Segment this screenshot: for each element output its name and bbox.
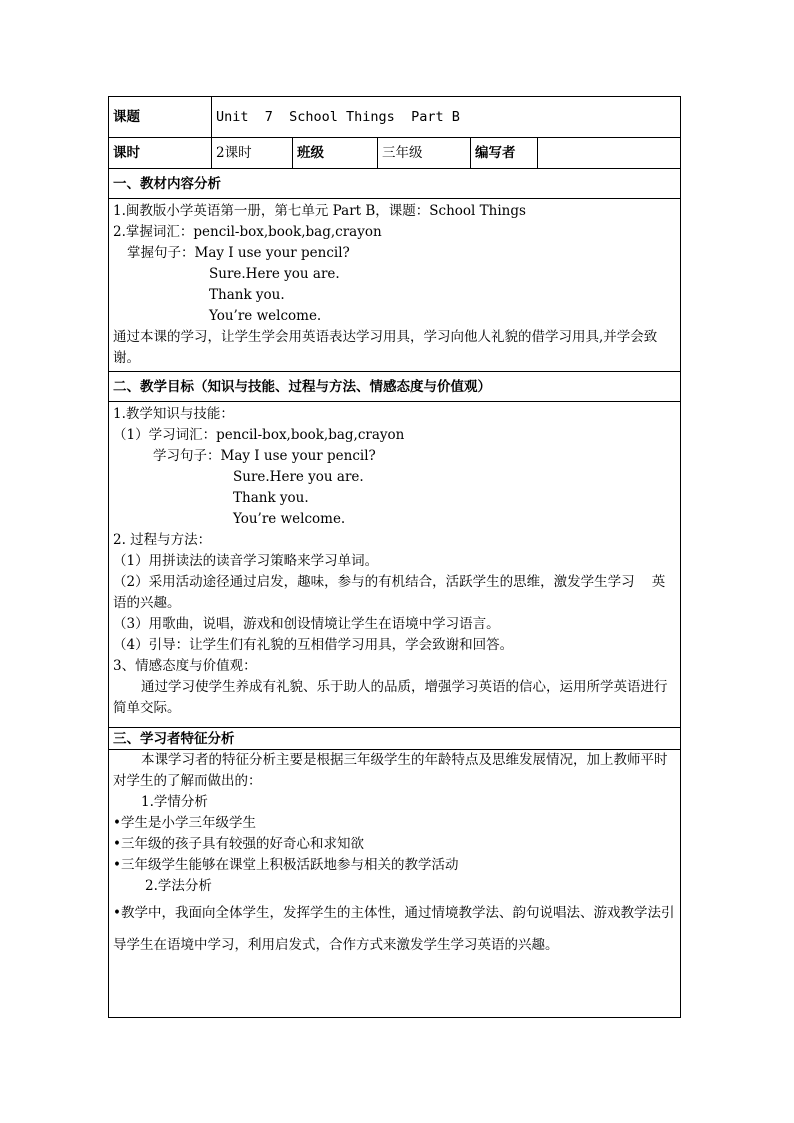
author-value [538, 138, 681, 169]
process-item-4: （4）引导：让学生们有礼貌的互相借学习用具，学会致谢和回答。 [113, 637, 514, 653]
topic-value: Unit 7 School Things Part B [212, 97, 681, 138]
section1-line-3: 掌握句子：May I use your pencil? [127, 245, 350, 261]
section2-body [109, 402, 681, 728]
lesson-plan-sheet [108, 96, 680, 1018]
section3-title: 三、学习者特征分析 [109, 728, 681, 750]
author-label: 编写者 [471, 138, 538, 169]
section3-body [109, 750, 681, 1018]
section1-body [109, 199, 681, 372]
class-value: 三年级 [378, 138, 471, 169]
learner-bullet-2: •三年级的孩子具有较强的好奇心和求知欲 [113, 836, 364, 852]
section2-title-row [109, 372, 681, 402]
section1-title: 一、教材内容分析 [109, 169, 681, 199]
knowledge-sentence-3: Thank you. [233, 490, 309, 506]
learner-method: •教学中，我面向全体学生，发挥学生的主体性，通过情境教学法、韵句说唱法、游戏教学法引导学生在语境中学习，利用启发式，合作方式来激发学生学习英语的兴趣。 [113, 905, 675, 953]
learner-bullet-3: •三年级学生能够在课堂上积极活跃地参与相关的教学活动 [113, 857, 459, 873]
knowledge-sentence-1: 学习句子：May I use your pencil? [153, 448, 376, 464]
section2-body-row [109, 402, 681, 728]
period-value: 2课时 [212, 138, 293, 169]
section1-line-5: Thank you. [209, 287, 285, 303]
learner-sub2: 2.学法分析 [145, 878, 212, 894]
section1-summary: 通过本课的学习，让学生学会用英语表达学习用具，学习向他人礼貌的借学习用具,并学会致谢。 [113, 329, 658, 366]
knowledge-vocab: （1）学习词汇：pencil-box,book,bag,crayon [113, 427, 405, 443]
section3-body-row [109, 750, 681, 1018]
class-label: 班级 [293, 138, 378, 169]
period-row [109, 138, 681, 169]
lesson-plan-table [108, 96, 681, 1018]
period-label: 课时 [109, 138, 212, 169]
knowledge-sentence-2: Sure.Here you are. [233, 469, 364, 485]
topic-row [109, 97, 681, 138]
section3-title-row [109, 728, 681, 750]
section1-line-4: Sure.Here you are. [209, 266, 340, 282]
topic-label: 课题 [109, 97, 212, 138]
process-item-1: （1）用拼读法的读音学习策略来学习单词。 [113, 553, 379, 569]
section1-line-6: You’re welcome. [209, 308, 322, 324]
knowledge-title: 1.教学知识与技能： [113, 406, 234, 422]
section1-line-2: 2.掌握词汇：pencil-box,book,bag,crayon [113, 224, 382, 240]
learner-intro: 本课学习者的特征分析主要是根据三年级学生的年龄特点及思维发展情况，加上教师平时对学生的了解而做出的： [113, 752, 668, 789]
emotion-title: 3、情感态度与价值观： [113, 658, 257, 674]
section1-line-1: 1.闽教版小学英语第一册，第七单元 Part B，课题：School Things [113, 203, 526, 219]
section1-body-row [109, 199, 681, 372]
emotion-text: 通过学习使学生养成有礼貌、乐于助人的品质，增强学习英语的信心，运用所学英语进行简单交际。 [113, 679, 668, 716]
learner-sub1: 1.学情分析 [141, 794, 208, 810]
process-item-3: （3）用歌曲，说唱，游戏和创设情境让学生在语境中学习语言。 [113, 616, 500, 632]
knowledge-sentence-4: You’re welcome. [233, 511, 346, 527]
section1-title-row [109, 169, 681, 199]
learner-bullet-1: •学生是小学三年级学生 [113, 815, 256, 831]
process-item-2: （2）采用活动途径通过启发，趣味，参与的有机结合，活跃学生的思维，激发学生学习 英语的兴趣。 [113, 574, 666, 611]
section2-title: 二、教学目标（知识与技能、过程与方法、情感态度与价值观） [109, 372, 681, 402]
process-title: 2. 过程与方法： [113, 532, 212, 548]
